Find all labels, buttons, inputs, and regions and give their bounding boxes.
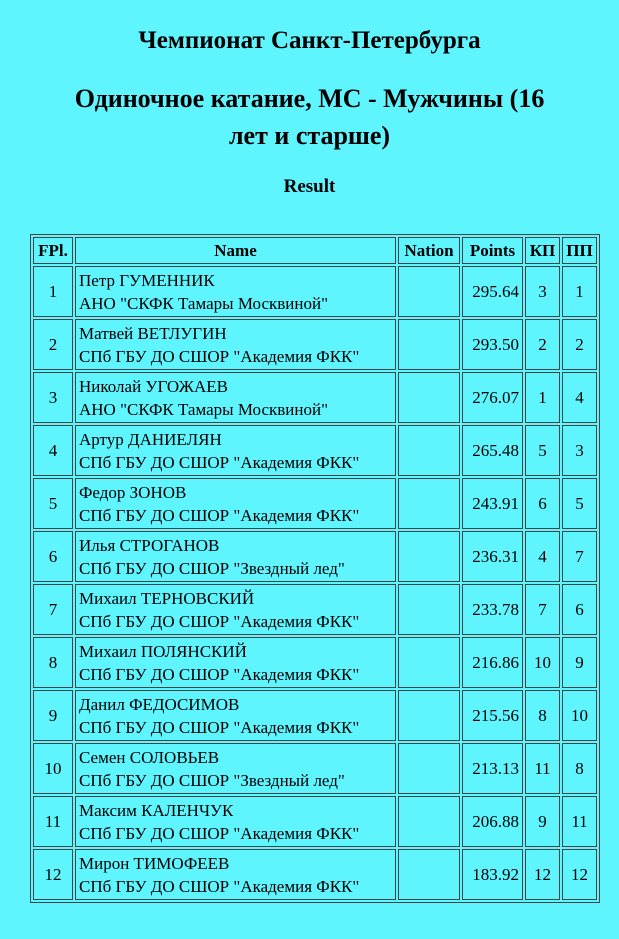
skater-name: Мирон ТИМОФЕЕВ (79, 853, 230, 873)
skater-name: Михаил ТЕРНОВСКИЙ (79, 588, 255, 608)
table-row (33, 531, 597, 582)
skater-club: СПб ГБУ ДО СШОР "Академия ФКК" (79, 664, 360, 684)
col-nation-header: Nation (398, 237, 460, 264)
nation-cell (398, 690, 460, 741)
skater-club: СПб ГБУ ДО СШОР "Академия ФКК" (79, 823, 360, 843)
place-cell: 12 (33, 849, 73, 900)
kp-cell: 5 (525, 425, 560, 476)
skater-name: Данил ФЕДОСИМОВ (79, 694, 240, 714)
table-row (33, 637, 597, 688)
place-cell: 9 (33, 690, 73, 741)
table-row (33, 319, 597, 370)
place-cell: 11 (33, 796, 73, 847)
place-cell: 5 (33, 478, 73, 529)
pp-cell: 11 (562, 796, 597, 847)
table-row (33, 425, 597, 476)
skater-club: СПб ГБУ ДО СШОР "Академия ФКК" (79, 717, 360, 737)
subtitle-line-1: Одиночное катание, МС - Мужчины (16 (74, 84, 545, 113)
skater-club: СПб ГБУ ДО СШОР "Звездный лед" (79, 770, 345, 790)
pp-cell: 10 (562, 690, 597, 741)
points-cell: 215.56 (462, 690, 523, 741)
nation-cell (398, 425, 460, 476)
points-cell: 216.86 (462, 637, 523, 688)
skater-club: СПб ГБУ ДО СШОР "Академия ФКК" (79, 611, 360, 631)
skater-name: Илья СТРОГАНОВ (79, 535, 220, 555)
pp-cell: 2 (562, 319, 597, 370)
points-cell: 243.91 (462, 478, 523, 529)
kp-cell: 11 (525, 743, 560, 794)
place-cell: 1 (33, 266, 73, 317)
skater-club: СПб ГБУ ДО СШОР "Академия ФКК" (79, 346, 360, 366)
place-cell: 6 (33, 531, 73, 582)
skater-cell (75, 796, 396, 847)
skater-cell (75, 425, 396, 476)
subtitle-line-2: лет и старше) (228, 121, 391, 150)
nation-cell (398, 584, 460, 635)
points-cell: 295.64 (462, 266, 523, 317)
pp-cell: 9 (562, 637, 597, 688)
skater-name: Николай УГОЖАЕВ (79, 376, 228, 396)
kp-cell: 10 (525, 637, 560, 688)
skater-cell (75, 584, 396, 635)
pp-cell: 8 (562, 743, 597, 794)
skater-cell (75, 690, 396, 741)
pp-cell: 5 (562, 478, 597, 529)
points-cell: 213.13 (462, 743, 523, 794)
nation-cell (398, 266, 460, 317)
page-title: Чемпионат Санкт-Петербурга (138, 27, 481, 54)
skater-cell (75, 319, 396, 370)
skater-name: Федор ЗОНОВ (79, 482, 187, 502)
table-row (33, 690, 597, 741)
col-kp-header: КП (525, 237, 560, 264)
table-row (33, 796, 597, 847)
nation-cell (398, 478, 460, 529)
kp-cell: 7 (525, 584, 560, 635)
nation-cell (398, 637, 460, 688)
skater-club: СПб ГБУ ДО СШОР "Звездный лед" (79, 558, 345, 578)
nation-cell (398, 319, 460, 370)
table-row (33, 743, 597, 794)
skater-club: АНО "СКФК Тамары Москвиной" (79, 399, 329, 419)
skater-name: Михаил ПОЛЯНСКИЙ (79, 641, 247, 661)
skater-name: Максим КАЛЕНЧУК (79, 800, 234, 820)
col-pp-header: ПП (562, 237, 597, 264)
kp-cell: 9 (525, 796, 560, 847)
pp-cell: 6 (562, 584, 597, 635)
kp-cell: 2 (525, 319, 560, 370)
skater-name: Петр ГУМЕННИК (79, 270, 215, 290)
results-body (33, 266, 597, 900)
kp-cell: 6 (525, 478, 560, 529)
results-table (30, 234, 600, 903)
place-cell: 3 (33, 372, 73, 423)
skater-club: СПб ГБУ ДО СШОР "Академия ФКК" (79, 452, 360, 472)
col-name-header: Name (75, 237, 396, 264)
nation-cell (398, 531, 460, 582)
pp-cell: 7 (562, 531, 597, 582)
kp-cell: 8 (525, 690, 560, 741)
points-cell: 293.50 (462, 319, 523, 370)
result-heading: Result (283, 176, 336, 197)
skater-name: Семен СОЛОВЬЕВ (79, 747, 220, 767)
nation-cell (398, 796, 460, 847)
col-fpl-header: FPl. (33, 237, 73, 264)
points-cell: 233.78 (462, 584, 523, 635)
nation-cell (398, 372, 460, 423)
kp-cell: 12 (525, 849, 560, 900)
points-cell: 183.92 (462, 849, 523, 900)
nation-cell (398, 849, 460, 900)
place-cell: 4 (33, 425, 73, 476)
place-cell: 7 (33, 584, 73, 635)
skater-cell (75, 372, 396, 423)
table-row (33, 372, 597, 423)
place-cell: 2 (33, 319, 73, 370)
kp-cell: 1 (525, 372, 560, 423)
kp-cell: 4 (525, 531, 560, 582)
col-points-header: Points (462, 237, 523, 264)
skater-club: СПб ГБУ ДО СШОР "Академия ФКК" (79, 876, 360, 896)
skater-name: Артур ДАНИЕЛЯН (79, 429, 222, 449)
table-row (33, 584, 597, 635)
table-row (33, 478, 597, 529)
skater-cell (75, 849, 396, 900)
skater-club: АНО "СКФК Тамары Москвиной" (79, 293, 329, 313)
table-row (33, 849, 597, 900)
points-cell: 206.88 (462, 796, 523, 847)
skater-club: СПб ГБУ ДО СШОР "Академия ФКК" (79, 505, 360, 525)
pp-cell: 3 (562, 425, 597, 476)
pp-cell: 12 (562, 849, 597, 900)
place-cell: 10 (33, 743, 73, 794)
table-row (33, 266, 597, 317)
place-cell: 8 (33, 637, 73, 688)
pp-cell: 4 (562, 372, 597, 423)
skater-cell (75, 531, 396, 582)
nation-cell (398, 743, 460, 794)
kp-cell: 3 (525, 266, 560, 317)
skater-name: Матвей ВЕТЛУГИН (79, 323, 227, 343)
points-cell: 236.31 (462, 531, 523, 582)
skater-cell (75, 266, 396, 317)
skater-cell (75, 637, 396, 688)
pp-cell: 1 (562, 266, 597, 317)
points-cell: 276.07 (462, 372, 523, 423)
skater-cell (75, 478, 396, 529)
header-row (33, 237, 597, 264)
event-subtitle (0, 80, 619, 154)
skater-cell (75, 743, 396, 794)
points-cell: 265.48 (462, 425, 523, 476)
